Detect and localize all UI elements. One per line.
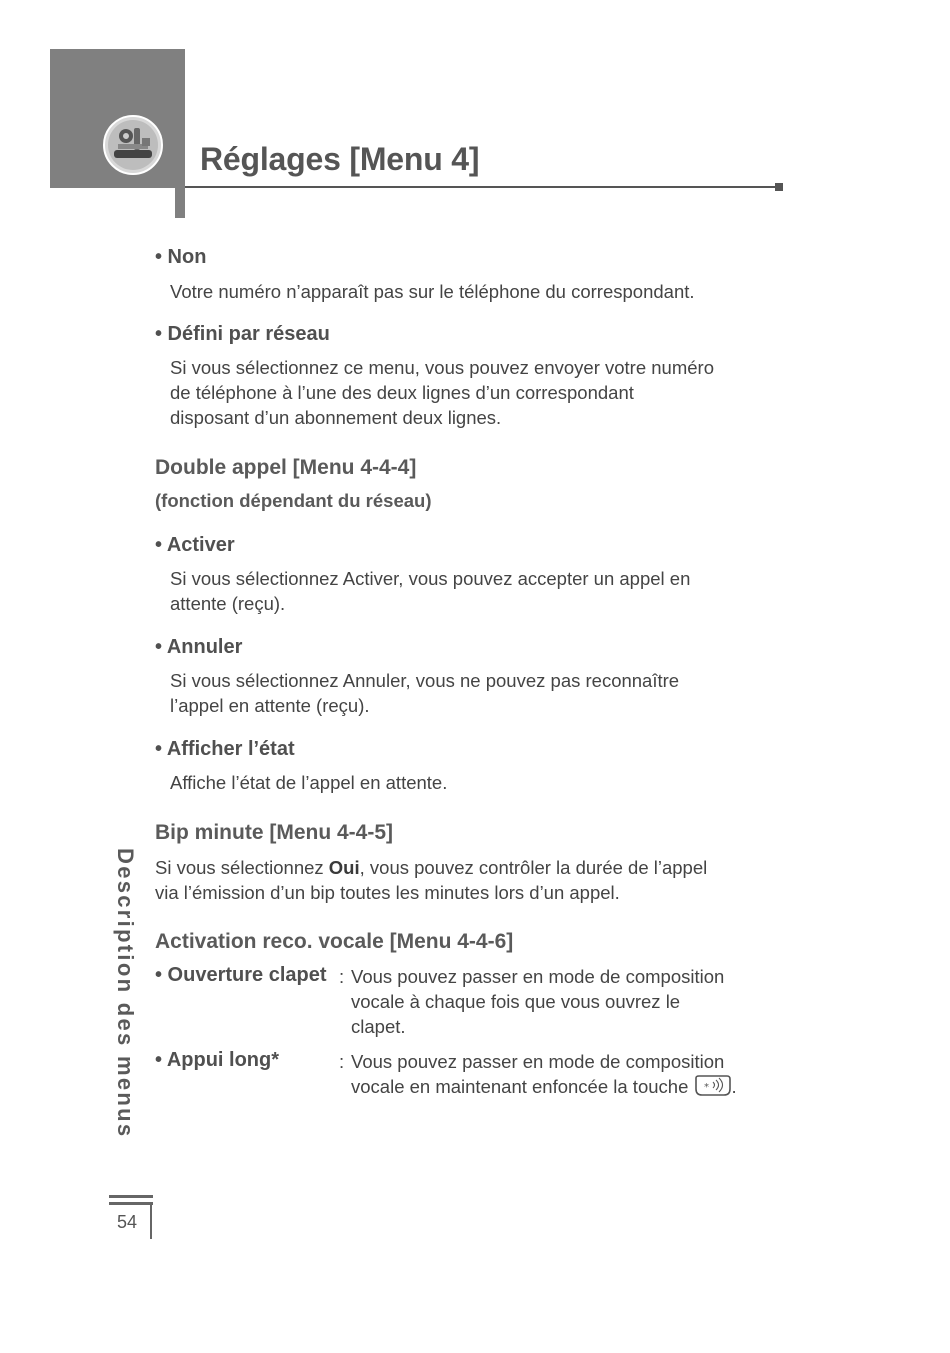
bullet-appui: • Appui long*	[155, 1049, 280, 1071]
bip-text-1-pre: Si vous sélectionnez	[155, 857, 329, 878]
defini-text-1: Si vous sélectionnez ce menu, vous pouvez envoyer votre numéro	[170, 357, 714, 378]
annuler-text-2: l’appel en attente (reçu).	[170, 695, 370, 716]
heading-double-appel: Double appel [Menu 4-4-4]	[155, 456, 417, 479]
heading-activation: Activation reco. vocale [Menu 4-4-6]	[155, 930, 514, 953]
heading-bip-minute: Bip minute [Menu 4-4-5]	[155, 821, 394, 844]
bullet-afficher: • Afficher l’état	[155, 738, 295, 760]
defini-text-2: de téléphone à l’une des deux lignes d’un correspondant	[170, 382, 634, 403]
bullet-ouverture: • Ouverture clapet	[155, 964, 327, 986]
non-text-1: Votre numéro n’apparaît pas sur le téléphone du correspondant.	[170, 281, 695, 302]
afficher-text-1: Affiche l’état de l’appel en attente.	[170, 772, 448, 793]
ouverture-text-2: vocale à chaque fois que vous ouvrez le	[351, 991, 681, 1012]
bullet-activer: • Activer	[155, 534, 235, 556]
appui-text-2: vocale en maintenant enfoncée la touche	[351, 1076, 689, 1097]
bullet-annuler: • Annuler	[155, 636, 243, 658]
ouverture-colon: :	[339, 966, 345, 987]
annuler-text-1: Si vous sélectionnez Annuler, vous ne pouvez pas reconnaître	[170, 670, 680, 691]
settings-tools-icon	[102, 114, 164, 176]
appui-colon: :	[339, 1051, 345, 1072]
page-number-bar-bottom	[109, 1202, 153, 1205]
side-tab-label: Description des menus	[113, 848, 138, 1139]
ouverture-text-3: clapet.	[351, 1016, 406, 1037]
star-key-icon	[694, 1075, 732, 1097]
header-bar	[175, 140, 185, 218]
appui-text-end: .	[731, 1076, 737, 1097]
ouverture-text-1: Vous pouvez passer en mode de composition	[351, 966, 725, 987]
bullet-defini: • Défini par réseau	[155, 323, 330, 345]
page-number-bar-top	[109, 1195, 153, 1198]
page-number: 54	[117, 1212, 138, 1232]
bip-text-2: via l’émission d’un bip toutes les minutes lors d’un appel.	[155, 882, 620, 903]
appui-text-2-wrap	[351, 1074, 737, 1099]
subheading-double-appel: (fonction dépendant du réseau)	[155, 490, 432, 511]
svg-text:*: *	[703, 1082, 709, 1093]
title-rule	[185, 186, 777, 188]
activer-text-2: attente (reçu).	[170, 593, 286, 614]
page-title: Réglages [Menu 4]	[200, 141, 480, 177]
bullet-non: • Non	[155, 246, 207, 268]
defini-text-3: disposant d’un abonnement deux lignes.	[170, 407, 502, 428]
bip-text-1-post: , vous pouvez contrôler la durée de l’appel	[359, 857, 708, 878]
bip-text-1-bold: Oui	[328, 857, 360, 878]
title-rule-end	[775, 183, 783, 191]
side-tab	[112, 848, 138, 1188]
bip-text-1	[155, 855, 707, 880]
activer-text-1: Si vous sélectionnez Activer, vous pouvez accepter un appel en	[170, 568, 691, 589]
page-number-line	[150, 1205, 152, 1239]
appui-text-1: Vous pouvez passer en mode de composition	[351, 1051, 725, 1072]
